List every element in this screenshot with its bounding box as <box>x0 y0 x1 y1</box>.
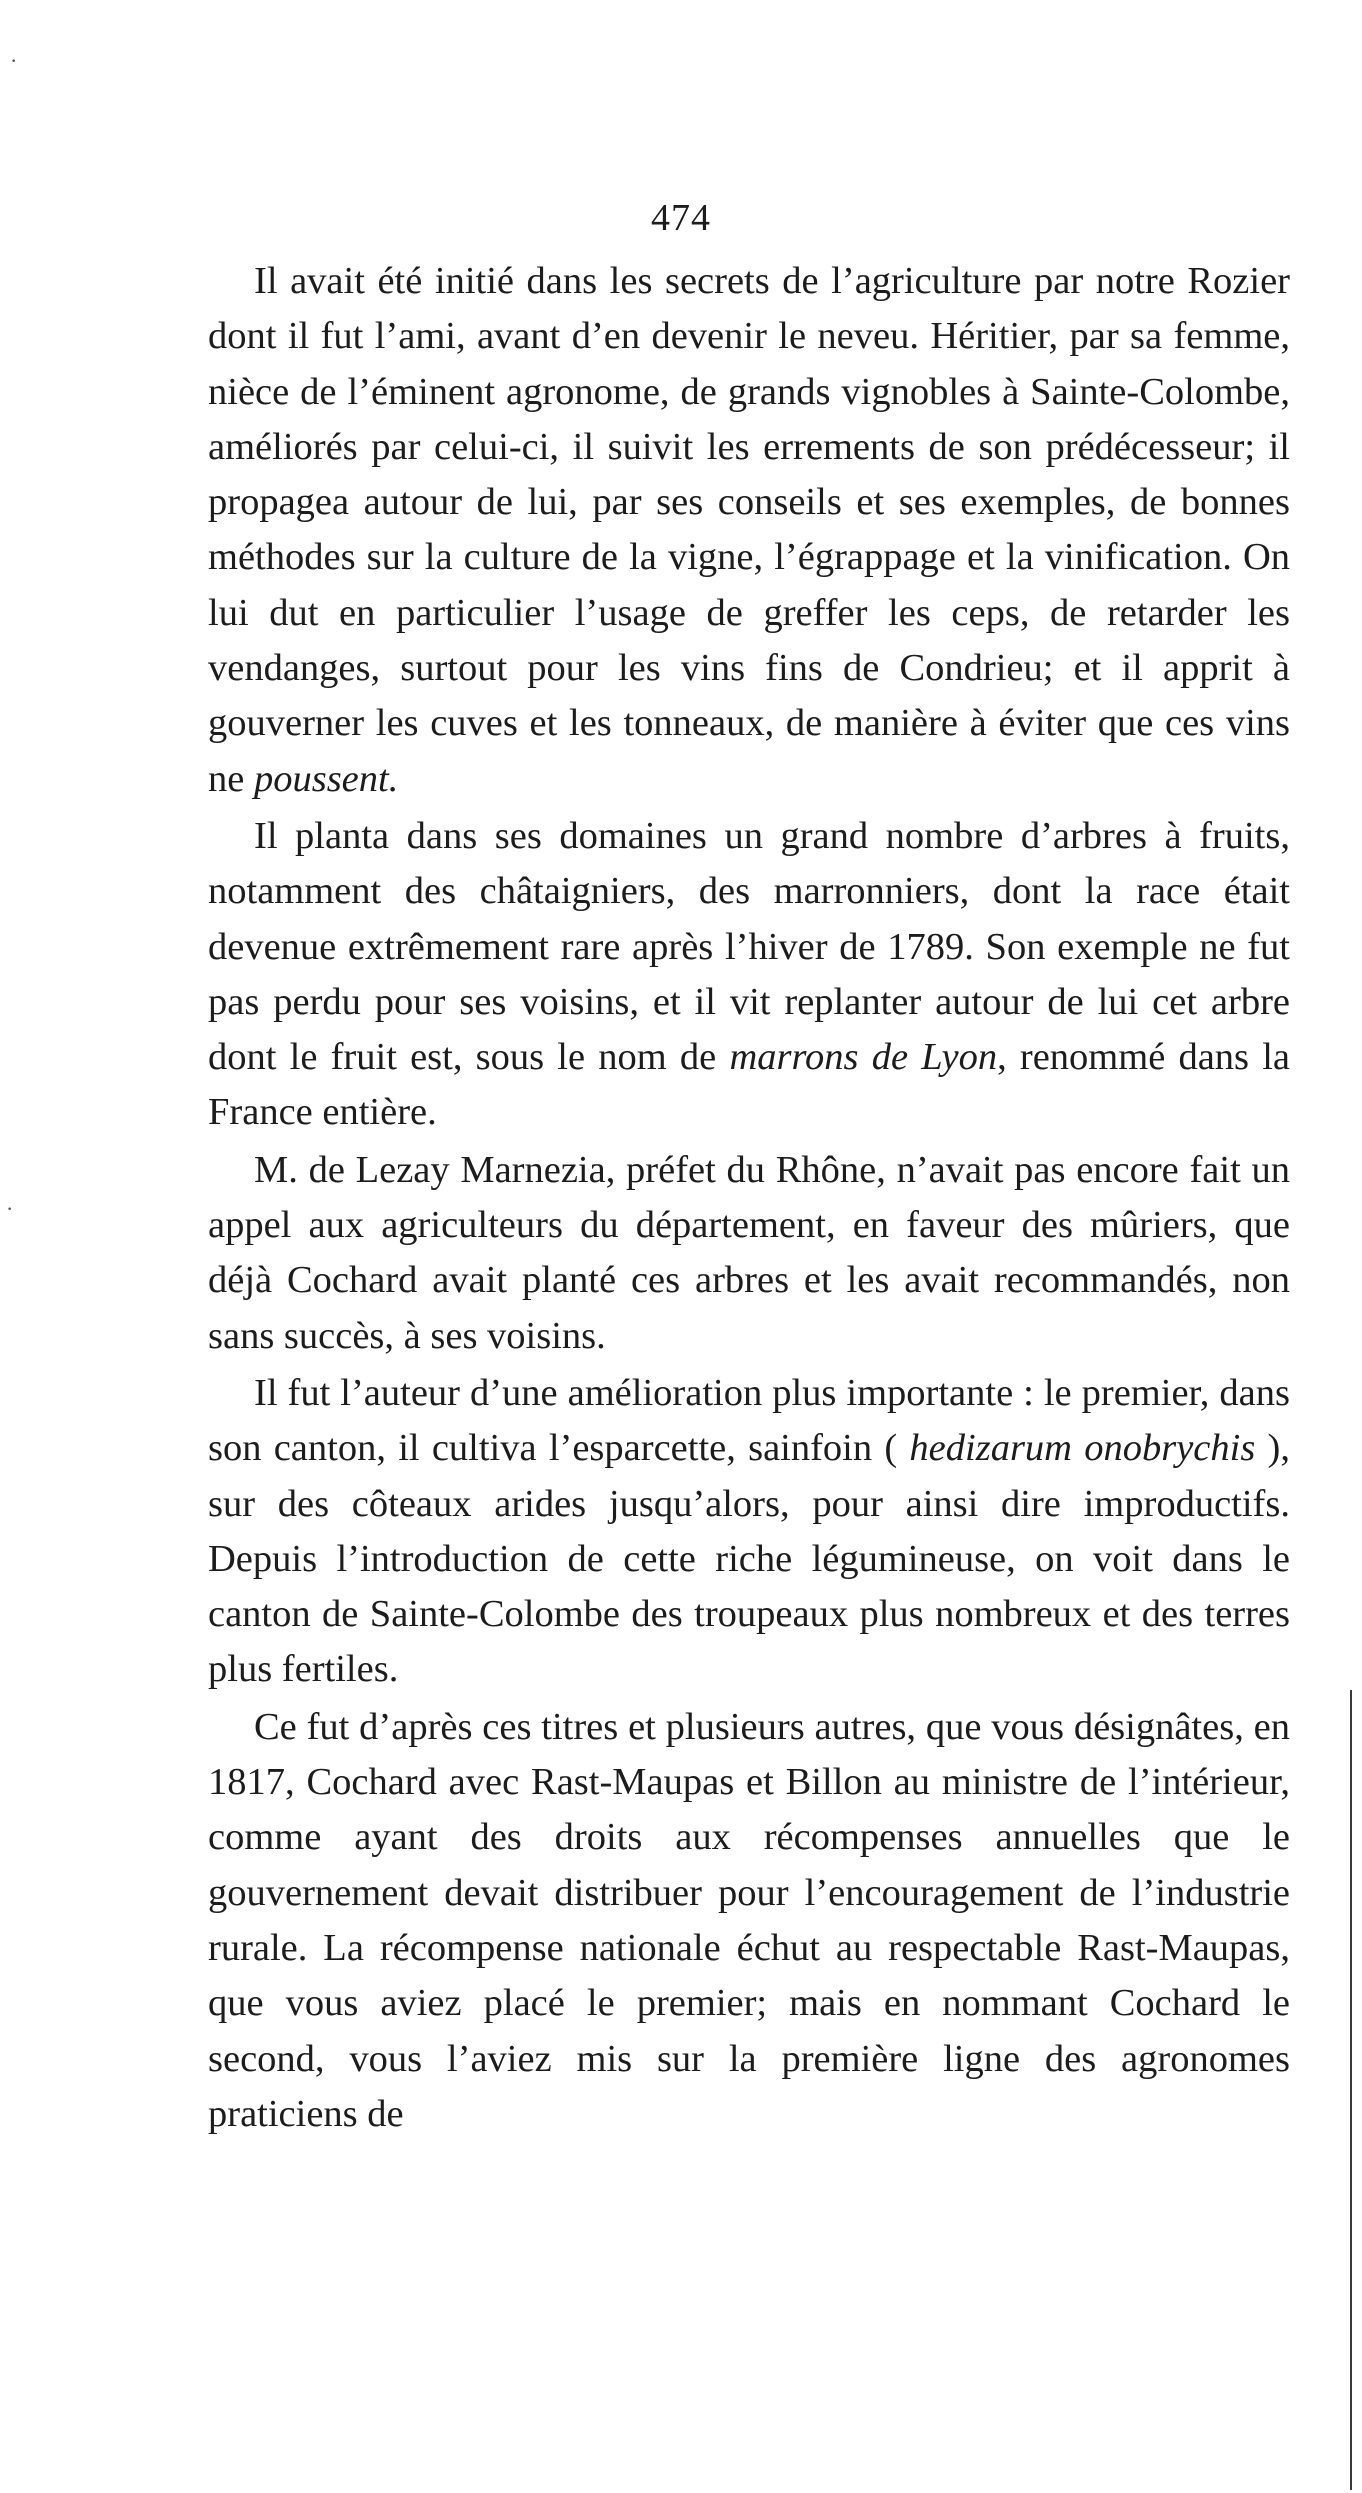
paragraph-4-text-end: ), sur des côteaux arides jusqu’alors, pour ainsi dire improductifs. Depuis l’introduction de cette riche légumineuse, on voit dans le canton de Sainte-Colombe des troupeaux plus nombreux et des terres plus fertiles. <box>208 1427 1290 1691</box>
paragraph-3 <box>208 1143 1290 1364</box>
body-text <box>208 254 1290 2142</box>
paragraph-5 <box>208 1700 1290 2142</box>
paragraph-2-text: Il planta dans ses domaines un grand nombre d’arbres à fruits, notamment des châtaigniers, des marronniers, dont la race était devenue extrêmement rare après l’hiver de 1789. Son exemple ne fut pas perdu pour ses voisins, et il vit replanter autour de lui cet arbre dont le fruit est, sous le nom de <box>208 814 1290 1079</box>
paragraph-3-text: M. de Lezay Marnezia, préfet du Rhône, n’avait pas encore fait un appel aux agriculteurs du département, en faveur des mûriers, que déjà Cochard avait planté ces arbres et les avait recommandés, non sans succès, à ses voisins. <box>208 1148 1290 1357</box>
paragraph-1 <box>208 254 1290 807</box>
paragraph-2-italic-term: marrons de Lyon <box>729 1036 998 1079</box>
paragraph-1-italic-term: poussent. <box>253 757 399 800</box>
page-number: 474 <box>651 197 711 239</box>
paragraph-1-text: Il avait été initié dans les secrets de l’agriculture par notre Rozier dont il fut l’ami, avant d’en devenir le neveu. Héritier, par sa femme, nièce de l’éminent agronome, de grands vignobles à Sainte-Colombe, améliorés par celui-ci, il suivit les errements de son prédécesseur; il propagea autour de lui, par ses conseils et ses exemples, de bonnes méthodes sur la culture de la vigne, l’égrappage et la vinification. On lui dut en particulier l’usage de greffer les ceps, de retarder les vendanges, surtout pour les vins fins de Condrieu; et il apprit à gouverner les cuves et les tonneaux, de manière à éviter que ces vins ne <box>208 260 1290 800</box>
scan-speck-left: · <box>6 1196 14 1221</box>
paragraph-5-text: Ce fut d’après ces titres et plusieurs autres, que vous désignâtes, en 1817, Cochard avec Rast-Maupas et Billon au ministre de l’intérieur, comme ayant des droits aux récompenses annuelles que le gouvernement devait distribuer pour l’encouragement de l’industrie rurale. La récompense nationale échut au respectable Rast-Maupas, que vous aviez placé le premier; mais en nommant Cochard le second, vous l’aviez mis sur la première ligne des agronomes praticiens de <box>208 1705 1290 2135</box>
paragraph-4-text: Il fut l’auteur d’une amélioration plus importante : le premier, dans son canton, il cultiva l’esparcette, sainfoin ( <box>208 1371 1290 1470</box>
paragraph-4 <box>208 1366 1290 1698</box>
paragraph-2 <box>208 809 1290 1141</box>
right-margin-rule <box>1350 1690 1352 2490</box>
paragraph-2-text-end: , renommé dans la France entière. <box>208 1036 1291 1134</box>
paragraph-4-italic-term: hedizarum onobrychis <box>909 1427 1256 1470</box>
scan-speck-top-left: · <box>10 48 18 73</box>
